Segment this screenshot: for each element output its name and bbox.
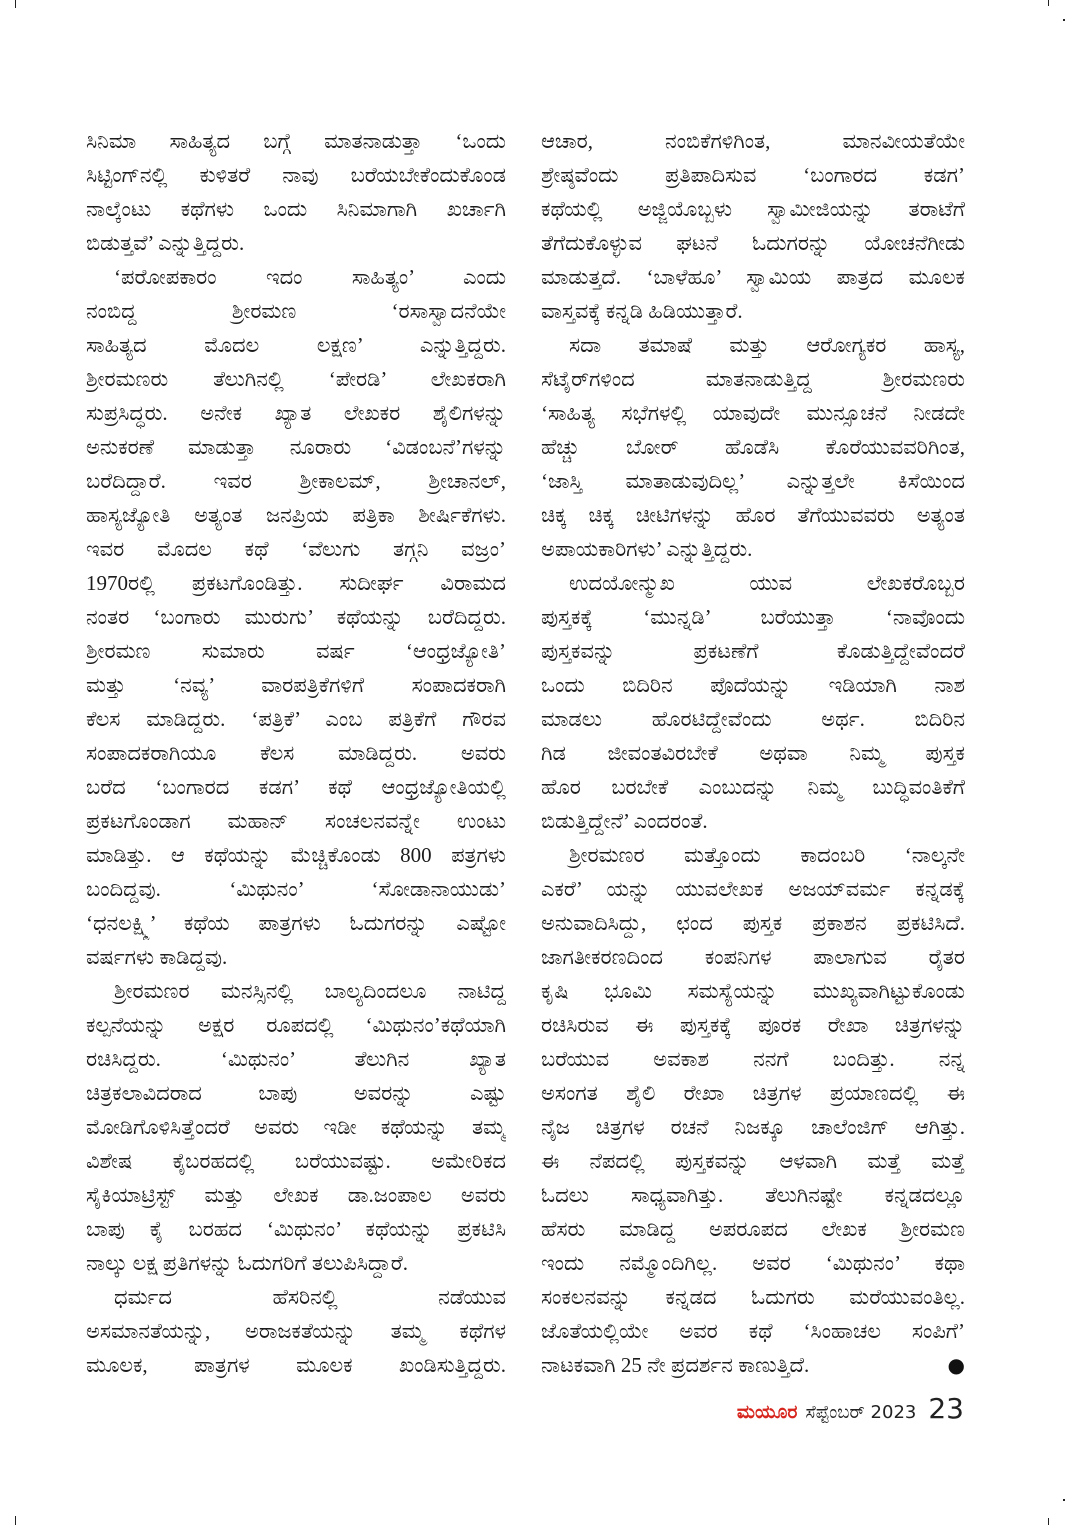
text-line: ಸಂಕಲನವನ್ನು ಕನ್ನಡದ ಓದುಗರು ಮರೆಯುವಂತಿಲ್ಲ. [541, 1285, 965, 1309]
page-number: 23 [928, 1392, 964, 1425]
text-line: ನಾಲ್ಕು ಲಕ್ಷ ಪ್ರತಿಗಳನ್ನು ಓದುಗರಿಗೆ ತಲುಪಿಸಿದ್ದಾರೆ. [86, 1251, 408, 1275]
text-line: ನಾಲ್ಕೆಂಟು ಕಥೆಗಳು ಒಂದು ಸಿನಿಮಾಗಾಗಿ ಖರ್ಚಾಗಿ [86, 197, 506, 221]
text-line: ಅಸಂಗತ ಶೈಲಿ ರೇಖಾ ಚಿತ್ರಗಳ ಪ್ರಯಾಣದಲ್ಲಿ ಈ [541, 1081, 965, 1105]
text-line: ‘ಸಾಹಿತ್ಯ ಸಭೆಗಳಲ್ಲಿ ಯಾವುದೇ ಮುನ್ಸೂಚನೆ ನೀಡದೇ [541, 401, 965, 425]
text-line: ಜೊತೆಯಲ್ಲಿಯೇ ಅವರ ಕಥೆ ‘ಸಿಂಹಾಚಲ ಸಂಪಿಗೆ’ [541, 1319, 965, 1343]
text-line: ಒಂದು ಬಿದಿರಿನ ಪೊದೆಯನ್ನು ಇಡಿಯಾಗಿ ನಾಶ [541, 673, 965, 697]
text-line: ಬಿಡುತ್ತಿದ್ದೇನೆ’ ಎಂದರಂತೆ. [541, 809, 708, 833]
paragraph [541, 328, 965, 566]
text-line: ಬಿಡುತ್ತವೆ’ ಎನ್ನುತ್ತಿದ್ದರು. [86, 231, 245, 255]
paragraph [86, 260, 506, 974]
text-line: ಬಾಪು ಕೈ ಬರಹದ ‘ಮಿಥುನಂ’ ಕಥೆಯನ್ನು ಪ್ರಕಟಿಸಿ [86, 1217, 506, 1241]
text-line: ಮಾಡಲು ಹೊರಟಿದ್ದೇವೆಂದು ಅರ್ಥ. ಬಿದಿರಿನ [541, 707, 965, 731]
text-line: ಕಥೆಯಲ್ಲಿ ಅಜ್ಜಿಯೊಬ್ಬಳು ಸ್ವಾಮೀಜಿಯನ್ನು ತರಾಟೆಗೆ [541, 197, 965, 221]
text-line: ಬರೆದಿದ್ದಾರೆ. ಇವರ ಶ್ರೀಕಾಲಮ್, ಶ್ರೀಚಾನಲ್, [86, 469, 506, 493]
text-line: ಮಾಡಿತ್ತು. ಆ ಕಥೆಯನ್ನು ಮೆಚ್ಚಿಕೊಂಡು 800 ಪತ್ರಗಳು [86, 843, 506, 867]
text-line: ಸಾಹಿತ್ಯದ ಮೊದಲ ಲಕ್ಷಣ’ ಎನ್ನುತ್ತಿದ್ದರು. [86, 333, 506, 357]
text-line: ತೆಗೆದುಕೊಳ್ಳುವ ಘಟನೆ ಓದುಗರನ್ನು ಯೋಚನೆಗೀಡು [541, 231, 965, 255]
text-line: ಅಸಮಾನತೆಯನ್ನು, ಅರಾಜಕತೆಯನ್ನು ತಮ್ಮ ಕಥೆಗಳ [86, 1319, 506, 1343]
text-line: ಅನುವಾದಿಸಿದ್ದು, ಛಂದ ಪುಸ್ತಕ ಪ್ರಕಾಶನ ಪ್ರಕಟಿಸಿದೆ. [541, 911, 965, 935]
magazine-logo: ಮಯೂರ [736, 1401, 798, 1423]
crop-mark [1063, 19, 1065, 21]
page-footer [737, 1392, 964, 1425]
text-line: ಹೆಸರು ಮಾಡಿದ್ದ ಅಪರೂಪದ ಲೇಖಕ ಶ್ರೀರಮಣ [541, 1217, 965, 1241]
text-line: ಕಲ್ಪನೆಯನ್ನು ಅಕ್ಷರ ರೂಪದಲ್ಲಿ ‘ಮಿಥುನಂ’ಕಥೆಯಾಗಿ [86, 1013, 506, 1037]
text-line: ಬರೆಯುವ ಅವಕಾಶ ನನಗೆ ಬಂದಿತ್ತು. ನನ್ನ [541, 1047, 965, 1071]
text-line: ‘ಜಾಸ್ತಿ ಮಾತಾಡುವುದಿಲ್ಲ’ ಎನ್ನುತ್ತಲೇ ಕಿಸೆಯಿಂದ [541, 469, 965, 493]
text-line: ಬರೆದ ‘ಬಂಗಾರದ ಕಡಗ’ ಕಥೆ ಆಂಧ್ರಜ್ಯೋತಿಯಲ್ಲಿ [86, 775, 506, 799]
text-line: ಓದಲು ಸಾಧ್ಯವಾಗಿತ್ತು. ತೆಲುಗಿನಷ್ಟೇ ಕನ್ನಡದಲ್ಲೂ [541, 1183, 965, 1207]
text-line: ಚಿತ್ರಕಲಾವಿದರಾದ ಬಾಪು ಅವರನ್ನು ಎಷ್ಟು [86, 1081, 506, 1105]
text-line: ಸುಪ್ರಸಿದ್ಧರು. ಅನೇಕ ಖ್ಯಾತ ಲೇಖಕರ ಶೈಲಿಗಳನ್ನು [86, 401, 506, 425]
text-line: ಅನುಕರಣೆ ಮಾಡುತ್ತಾ ನೂರಾರು ‘ವಿಡಂಬನೆ’ಗಳನ್ನು [86, 435, 506, 459]
crop-mark [15, 0, 16, 8]
text-line: ನಂಬಿದ್ದ ಶ್ರೀರಮಣ ‘ರಸಾಸ್ವಾದನೆಯೇ [86, 299, 506, 323]
text-line: ಇವರ ಮೊದಲ ಕಥೆ ‘ವೆಲುಗು ತಗ್ಗನಿ ವಜ್ರಂ’ [86, 537, 506, 561]
text-line: ರಚಿಸಿರುವ ಈ ಪುಸ್ತಕಕ್ಕೆ ಪೂರಕ ರೇಖಾ ಚಿತ್ರಗಳನ್ನು [541, 1013, 965, 1037]
text-line: ಸದಾ ತಮಾಷೆ ಮತ್ತು ಆರೋಗ್ಯಕರ ಹಾಸ್ಯ, [569, 333, 965, 357]
text-line: ಸೈಕಿಯಾಟ್ರಿಸ್ಟ್ ಮತ್ತು ಲೇಖಕ ಡಾ.ಜಂಪಾಲ ಅವರು [86, 1183, 506, 1207]
text-line: 1970ರಲ್ಲಿ ಪ್ರಕಟಗೊಂಡಿತ್ತು. ಸುದೀರ್ಘ ವಿರಾಮದ [86, 571, 506, 595]
text-line: ಶ್ರೀರಮಣರ ಮತ್ತೊಂದು ಕಾದಂಬರಿ ‘ನಾಲ್ಕನೇ [569, 843, 965, 867]
text-line: ಬಂದಿದ್ದವು. ‘ಮಿಥುನಂ’ ‘ಸೋಡಾನಾಯುಡು’ [86, 877, 506, 901]
text-line: ಕೆಲಸ ಮಾಡಿದ್ದರು. ‘ಪತ್ರಿಕೆ’ ಎಂಬ ಪತ್ರಿಕೆಗೆ ಗೌರವ [86, 707, 506, 731]
text-line: ನೈಜ ಚಿತ್ರಗಳ ರಚನೆ ನಿಜಕ್ಕೂ ಚಾಲೆಂಜಿಗ್ ಆಗಿತ್ತು. [541, 1115, 965, 1139]
text-line: ವರ್ಷಗಳು ಕಾಡಿದ್ದವು. [86, 945, 228, 969]
text-line: ಉದಯೋನ್ಮುಖ ಯುವ ಲೇಖಕರೊಬ್ಬರ [569, 571, 965, 595]
text-line: ಪುಸ್ತಕವನ್ನು ಪ್ರಕಟಣೆಗೆ ಕೊಡುತ್ತಿದ್ದೇವೆಂದರೆ [541, 639, 965, 663]
text-line: ಪುಸ್ತಕಕ್ಕೆ ‘ಮುನ್ನಡಿ’ ಬರೆಯುತ್ತಾ ‘ನಾವೊಂದು [541, 605, 965, 629]
paragraph [86, 124, 506, 260]
text-line: ಸಂಪಾದಕರಾಗಿಯೂ ಕೆಲಸ ಮಾಡಿದ್ದರು. ಅವರು [86, 741, 506, 765]
text-line: ಕೃಷಿ ಭೂಮಿ ಸಮಸ್ಯೆಯನ್ನು ಮುಖ್ಯವಾಗಿಟ್ಟುಕೊಂಡು [541, 979, 965, 1003]
article-end-mark: ● [947, 1353, 965, 1377]
text-line: ಮತ್ತು ‘ನವ್ಯ’ ವಾರಪತ್ರಿಕೆಗಳಿಗೆ ಸಂಪಾದಕರಾಗಿ [86, 673, 506, 697]
text-line: ಹೆಚ್ಚು ಬೋರ್ ಹೊಡೆಸಿ ಕೊರೆಯುವವರಿಗಿಂತ, [541, 435, 965, 459]
text-line: ಗಿಡ ಜೀವಂತವಿರಬೇಕೆ ಅಥವಾ ನಿಮ್ಮ ಪುಸ್ತಕ [541, 741, 965, 765]
crop-mark [1048, 1518, 1049, 1525]
text-line: ಹೊರ ಬರಬೇಕೆ ಎಂಬುದನ್ನು ನಿಮ್ಮ ಬುದ್ಧಿವಂತಿಕೆಗೆ [541, 775, 965, 799]
text-line: ನಂತರ ‘ಬಂಗಾರು ಮುರುಗು’ ಕಥೆಯನ್ನು ಬರೆದಿದ್ದರು. [86, 605, 506, 629]
text-line: ಮೂಲಕ, ಪಾತ್ರಗಳ ಮೂಲಕ ಖಂಡಿಸುತ್ತಿದ್ದರು. [86, 1353, 506, 1377]
text-line: ಹಾಸ್ಯಜ್ಯೋತಿ ಅತ್ಯಂತ ಜನಪ್ರಿಯ ಪತ್ರಿಕಾ ಶೀರ್ಷಿಕೆಗಳು. [86, 503, 506, 527]
text-line: ವಿಶೇಷ ಕೈಬರಹದಲ್ಲಿ ಬರೆಯುವಷ್ಟು. ಅಮೇರಿಕದ [86, 1149, 506, 1173]
text-line: ಅಪಾಯಕಾರಿಗಳು’ ಎನ್ನುತ್ತಿದ್ದರು. [541, 537, 753, 561]
crop-mark [15, 1516, 16, 1525]
paragraph [541, 124, 965, 328]
text-column-left [86, 124, 506, 1382]
text-line: ಇಂದು ನಮ್ಮೊಂದಿಗಿಲ್ಲ. ಅವರ ‘ಮಿಥುನಂ’ ಕಥಾ [541, 1251, 965, 1275]
text-line: ಶ್ರೀರಮಣರ ಮನಸ್ಸಿನಲ್ಲಿ ಬಾಲ್ಯದಿಂದಲೂ ನಾಟಿದ್ದ [114, 979, 506, 1003]
text-line: ಜಾಗತೀಕರಣದಿಂದ ಕಂಪನಿಗಳ ಪಾಲಾಗುವ ರೈತರ [541, 945, 965, 969]
text-line: ಶ್ರೀರಮಣರು ತೆಲುಗಿನಲ್ಲಿ ‘ಪೇರಡಿ’ ಲೇಖಕರಾಗಿ [86, 367, 506, 391]
text-line: ಆಚಾರ, ನಂಬಿಕೆಗಳಿಗಿಂತ, ಮಾನವೀಯತೆಯೇ [541, 129, 965, 153]
paragraph [86, 974, 506, 1280]
text-line: ಚಿಕ್ಕ ಚಿಕ್ಕ ಚೀಟಿಗಳನ್ನು ಹೊರ ತೆಗೆಯುವವರು ಅತ್ಯಂತ [541, 503, 965, 527]
text-line: ವಾಸ್ತವಕ್ಕೆ ಕನ್ನಡಿ ಹಿಡಿಯುತ್ತಾರೆ. [541, 299, 743, 323]
text-line: ಸಿಟ್ಟಿಂಗ್‌ನಲ್ಲಿ ಕುಳಿತರೆ ನಾವು ಬರೆಯಬೇಕೆಂದುಕೊಂಡ [86, 163, 506, 187]
text-line: ರಚಿಸಿದ್ದರು. ‘ಮಿಥುನಂ’ ತೆಲುಗಿನ ಖ್ಯಾತ [86, 1047, 506, 1071]
text-line: ಮೋಡಿಗೊಳಿಸಿತ್ತೆಂದರೆ ಅವರು ಇಡೀ ಕಥೆಯನ್ನು ತಮ್ಮ [86, 1115, 506, 1139]
text-line: ಮಾಡುತ್ತದೆ. ‘ಬಾಳೆಹೂ’ ಸ್ವಾಮಿಯ ಪಾತ್ರದ ಮೂಲಕ [541, 265, 965, 289]
issue-date: ಸೆಪ್ಟೆಂಬರ್ 2023 [805, 1402, 917, 1423]
paragraph [541, 566, 965, 838]
text-line: ಸೆಟೈರ್‌ಗಳಿಂದ ಮಾತನಾಡುತ್ತಿದ್ದ ಶ್ರೀರಮಣರು [541, 367, 965, 391]
text-line: ಶ್ರೀರಮಣ ಸುಮಾರು ವರ್ಷ ‘ಆಂಧ್ರಜ್ಯೋತಿ’ [86, 639, 506, 663]
crop-mark [1048, 0, 1049, 6]
text-line: ಈ ನೆಪದಲ್ಲಿ ಪುಸ್ತಕವನ್ನು ಆಳವಾಗಿ ಮತ್ತೆ ಮತ್ತೆ [541, 1149, 965, 1173]
text-column-right [541, 124, 965, 1382]
text-line: ಶ್ರೇಷ್ಠವೆಂದು ಪ್ರತಿಪಾದಿಸುವ ‘ಬಂಗಾರದ ಕಡಗ’ [541, 163, 965, 187]
crop-mark [1063, 1499, 1065, 1501]
paragraph [86, 1280, 506, 1382]
text-line: ‘ಧನಲಕ್ಷ್ಮಿ’ ಕಥೆಯ ಪಾತ್ರಗಳು ಓದುಗರನ್ನು ಎಷ್ಟೋ [86, 911, 506, 935]
paragraph [541, 838, 965, 1382]
text-line: ಎಕರೆ’ ಯನ್ನು ಯುವಲೇಖಕ ಅಜಯ್‌ವರ್ಮ ಕನ್ನಡಕ್ಕೆ [541, 877, 965, 901]
text-line: ಧರ್ಮದ ಹೆಸರಿನಲ್ಲಿ ನಡೆಯುವ [114, 1285, 506, 1309]
text-line: ನಾಟಕವಾಗಿ 25 ನೇ ಪ್ರದರ್ಶನ ಕಾಣುತ್ತಿದೆ. [541, 1353, 810, 1377]
text-line: ಸಿನಿಮಾ ಸಾಹಿತ್ಯದ ಬಗ್ಗೆ ಮಾತನಾಡುತ್ತಾ ‘ಒಂದು [86, 129, 506, 153]
text-line: ‘ಪರೋಪಕಾರಂ ಇದಂ ಸಾಹಿತ್ಯಂ’ ಎಂದು [114, 265, 506, 289]
text-line: ಪ್ರಕಟಗೊಂಡಾಗ ಮಹಾನ್ ಸಂಚಲನವನ್ನೇ ಉಂಟು [86, 809, 506, 833]
